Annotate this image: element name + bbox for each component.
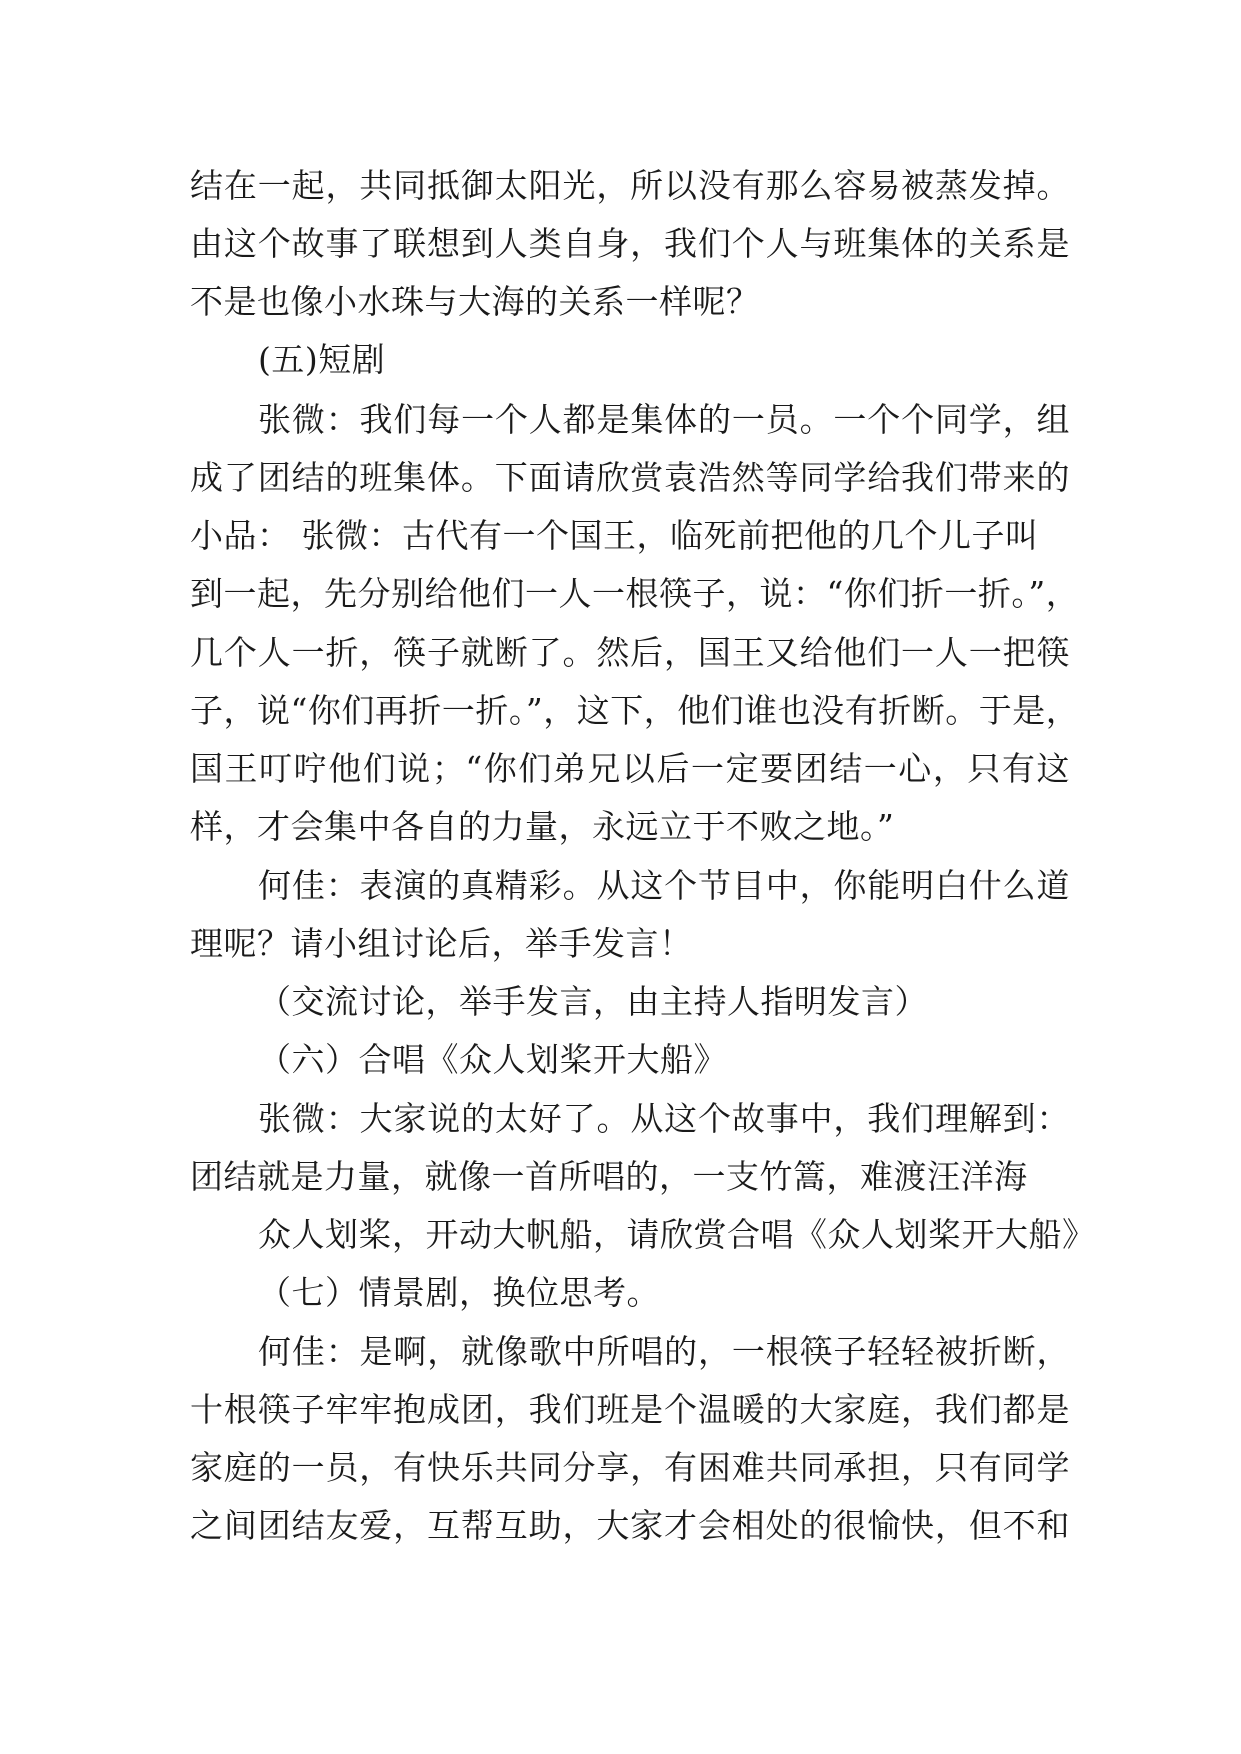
section-heading: （七）情景剧，换位思考。 <box>258 1273 660 1312</box>
paragraph-line: 小品： 张微：古代有一个国王，临死前把他的几个儿子叫 <box>190 516 1039 555</box>
paragraph-line: 国王叮咛他们说；“你们弟兄以后一定要团结一心，只有这 <box>190 749 1070 788</box>
section-heading: (五)短剧 <box>258 340 386 379</box>
paragraph-line: 张微：大家说的太好了。从这个故事中，我们理解到： <box>258 1099 1070 1138</box>
paragraph-line: 众人划桨，开动大帆船，请欣赏合唱《众人划桨开大船》 <box>258 1215 1096 1254</box>
paragraph-line: 张微：我们每一个人都是集体的一员。一个个同学，组 <box>258 400 1070 439</box>
paragraph-line: 到一起，先分别给他们一人一根筷子，说：“你们折一折。”， <box>190 574 1080 613</box>
paragraph-line: 几个人一折，筷子就断了。然后，国王又给他们一人一把筷 <box>190 633 1070 672</box>
paragraph-line: 何佳：表演的真精彩。从这个节目中，你能明白什么道 <box>258 866 1070 905</box>
paragraph-line: 理呢？请小组讨论后，举手发言！ <box>190 924 693 963</box>
paragraph-line: 样，才会集中各自的力量，永远立于不败之地。” <box>190 807 895 846</box>
paragraph-line: （交流讨论，举手发言，由主持人指明发言） <box>258 982 928 1021</box>
paragraph-line: 由这个故事了联想到人类自身，我们个人与班集体的关系是 <box>190 224 1070 263</box>
paragraph-line: 子，说“你们再折一折。”，这下，他们谁也没有折断。于是， <box>190 691 1080 730</box>
paragraph-line: 家庭的一员，有快乐共同分享，有困难共同承担，只有同学 <box>190 1448 1070 1487</box>
paragraph-line: 团结就是力量，就像一首所唱的，一支竹篙，难渡汪洋海 <box>190 1157 1028 1196</box>
paragraph-line: 不是也像小水珠与大海的关系一样呢？ <box>190 282 760 321</box>
paragraph-line: 何佳：是啊，就像歌中所唱的，一根筷子轻轻被折断， <box>258 1332 1070 1371</box>
paragraph-line: 成了团结的班集体。下面请欣赏袁浩然等同学给我们带来的 <box>190 458 1070 497</box>
paragraph-line: 十根筷子牢牢抱成团，我们班是个温暖的大家庭，我们都是 <box>190 1390 1070 1429</box>
paragraph-line: 之间团结友爱，互帮互助，大家才会相处的很愉快，但不和 <box>190 1506 1070 1545</box>
paragraph-line: 结在一起，共同抵御太阳光，所以没有那么容易被蒸发掉。 <box>190 166 1070 205</box>
section-heading: （六）合唱《众人划桨开大船》 <box>258 1040 727 1079</box>
